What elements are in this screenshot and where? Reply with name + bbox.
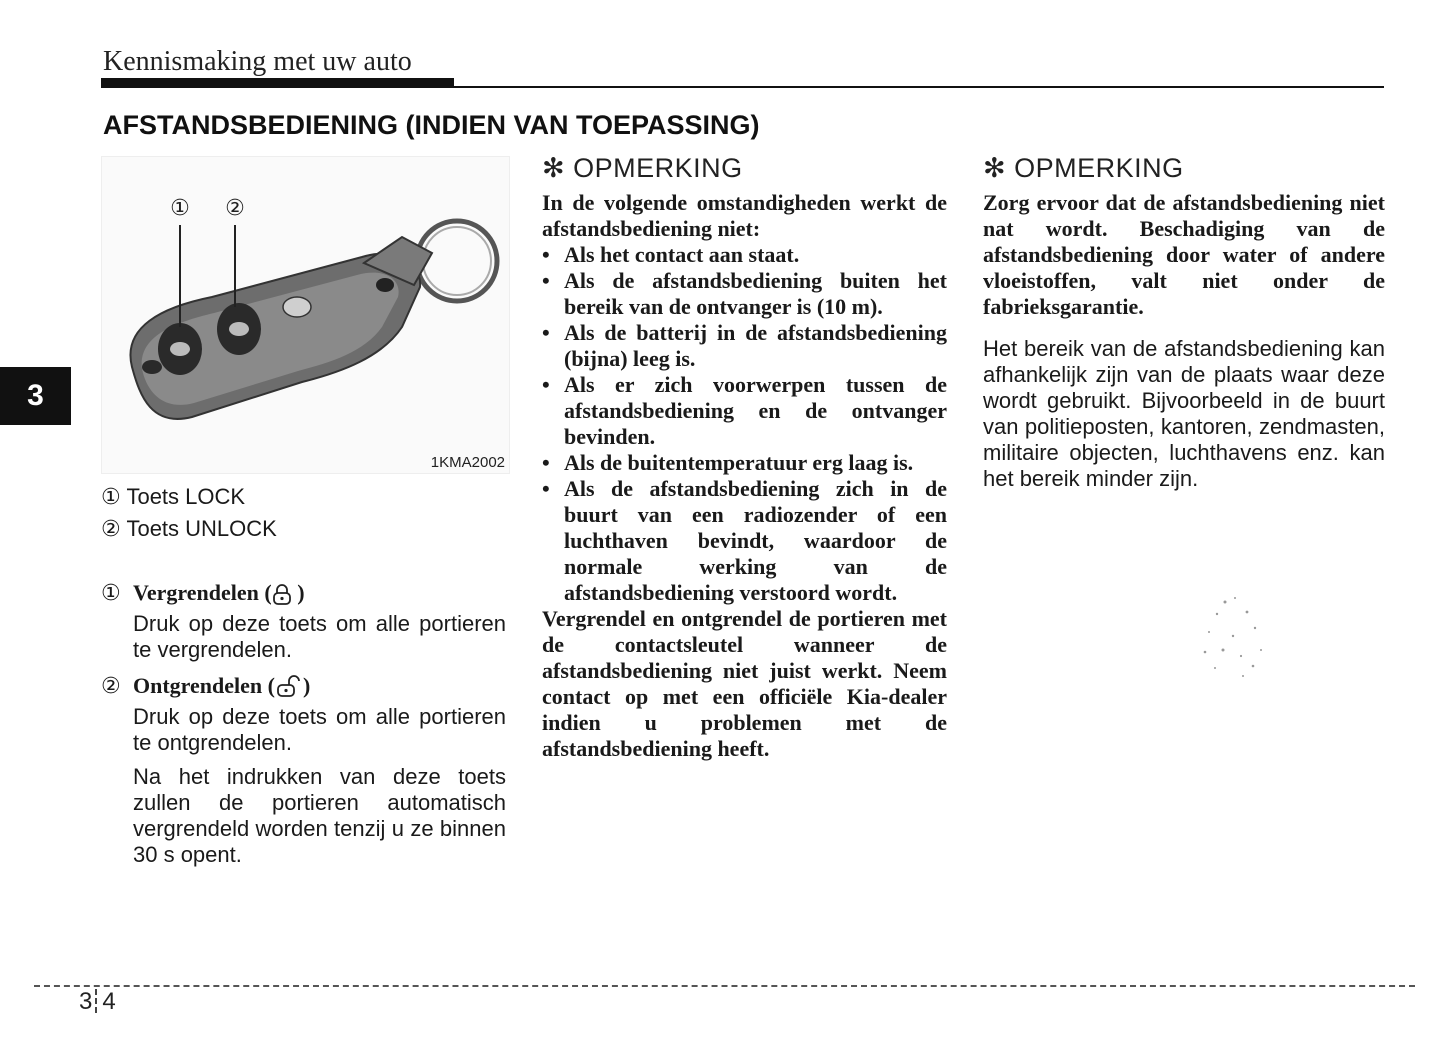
item-body: Druk op deze toets om alle portieren te ontgrendelen. xyxy=(133,704,506,755)
note-outro: Vergrendel en ontgrendel de portieren met de contactsleutel wanneer de afstandsbediening niet juist werkt. Neem contact op met een officiële Kia-dealer indien u problemen met de afstandsbediening heeft. xyxy=(542,606,947,761)
item-extra: Na het indrukken van deze toets zullen de portieren automatisch vergrendeld worden tenzij u ze binnen 30 s opent. xyxy=(133,764,506,867)
chapter-tab: 3 xyxy=(0,367,71,425)
legend-item xyxy=(101,484,277,516)
item-title-text: Vergrendelen ( xyxy=(133,580,272,605)
key-fob-figure xyxy=(101,156,510,474)
list-item: • Als het contact aan staat. xyxy=(542,242,947,268)
callout-2: ② xyxy=(225,196,245,221)
figure-code: 1KMA2002 xyxy=(430,454,505,471)
item-title xyxy=(133,673,506,704)
note-column-2 xyxy=(983,150,1385,492)
legend-label: Toets UNLOCK xyxy=(126,516,277,541)
list-item: • Als er zich voorwerpen tussen de afstandsbediening en de ontvanger bevinden. xyxy=(542,372,947,450)
item-title-close: ) xyxy=(291,580,305,605)
list-item: • Als de afstandsbediening zich in de buurt van een radiozender of een luchthaven bevindt, waardoor de normale werking van de afstandsbediening verstoord wordt. xyxy=(542,476,947,606)
legend-num: ① xyxy=(101,484,121,509)
scan-speckle-decoration xyxy=(1195,592,1275,682)
lock-item xyxy=(101,580,506,663)
footer-rule xyxy=(34,985,1415,987)
note-heading: ✻ OPMERKING xyxy=(983,153,1184,183)
key-fob-illustration xyxy=(102,157,509,473)
running-header: Kennismaking met uw auto xyxy=(103,46,412,77)
list-item: • Als de afstandsbediening buiten het bereik van de ontvanger is (10 m). xyxy=(542,268,947,320)
page-chapter: 3 xyxy=(79,988,93,1015)
item-num: ② xyxy=(101,673,121,698)
note-heading: ✻ OPMERKING xyxy=(542,153,743,183)
item-num: ① xyxy=(101,580,121,605)
page-number xyxy=(79,988,116,1016)
callout-1: ① xyxy=(170,196,190,221)
note-column-1 xyxy=(542,150,947,762)
legend-item xyxy=(101,516,277,548)
section-title: AFSTANDSBEDIENING (INDIEN VAN TOEPASSING) xyxy=(103,110,760,140)
legend-num: ② xyxy=(101,516,121,541)
lock-icon xyxy=(272,583,292,611)
item-body: Druk op deze toets om alle portieren te vergrendelen. xyxy=(133,611,506,662)
note-bullets xyxy=(542,242,947,606)
item-title-text: Ontgrendelen ( xyxy=(133,673,275,698)
item-title-close: ) xyxy=(302,673,311,698)
note-intro: In de volgende omstandigheden werkt de afstandsbediening niet: xyxy=(542,190,947,241)
list-item: • Als de buitentemperatuur erg laag is. xyxy=(542,450,947,476)
header-rule xyxy=(101,86,1384,88)
legend-label: Toets LOCK xyxy=(126,484,246,509)
left-column xyxy=(101,580,506,878)
item-title xyxy=(133,580,506,611)
unlock-item xyxy=(101,673,506,868)
unlock-icon xyxy=(275,674,303,704)
list-item: • Als de batterij in de afstandsbediening (bijna) leeg is. xyxy=(542,320,947,372)
note-warning: Zorg ervoor dat de afstandsbediening niet nat wordt. Beschadiging van de afstandsbediening door water of andere vloeistoffen, valt niet onder de fabrieksgarantie. xyxy=(983,190,1385,319)
figure-legend xyxy=(101,484,277,548)
page-index: 4 xyxy=(102,988,116,1015)
note-body: Het bereik van de afstandsbediening kan afhankelijk zijn van de plaats waar deze wordt gebruikt. Bijvoorbeeld in de buurt van politieposten, kantoren, zendmasten, militaire objecten, luchthavens enz. kan het bereik minder zijn. xyxy=(983,336,1385,491)
